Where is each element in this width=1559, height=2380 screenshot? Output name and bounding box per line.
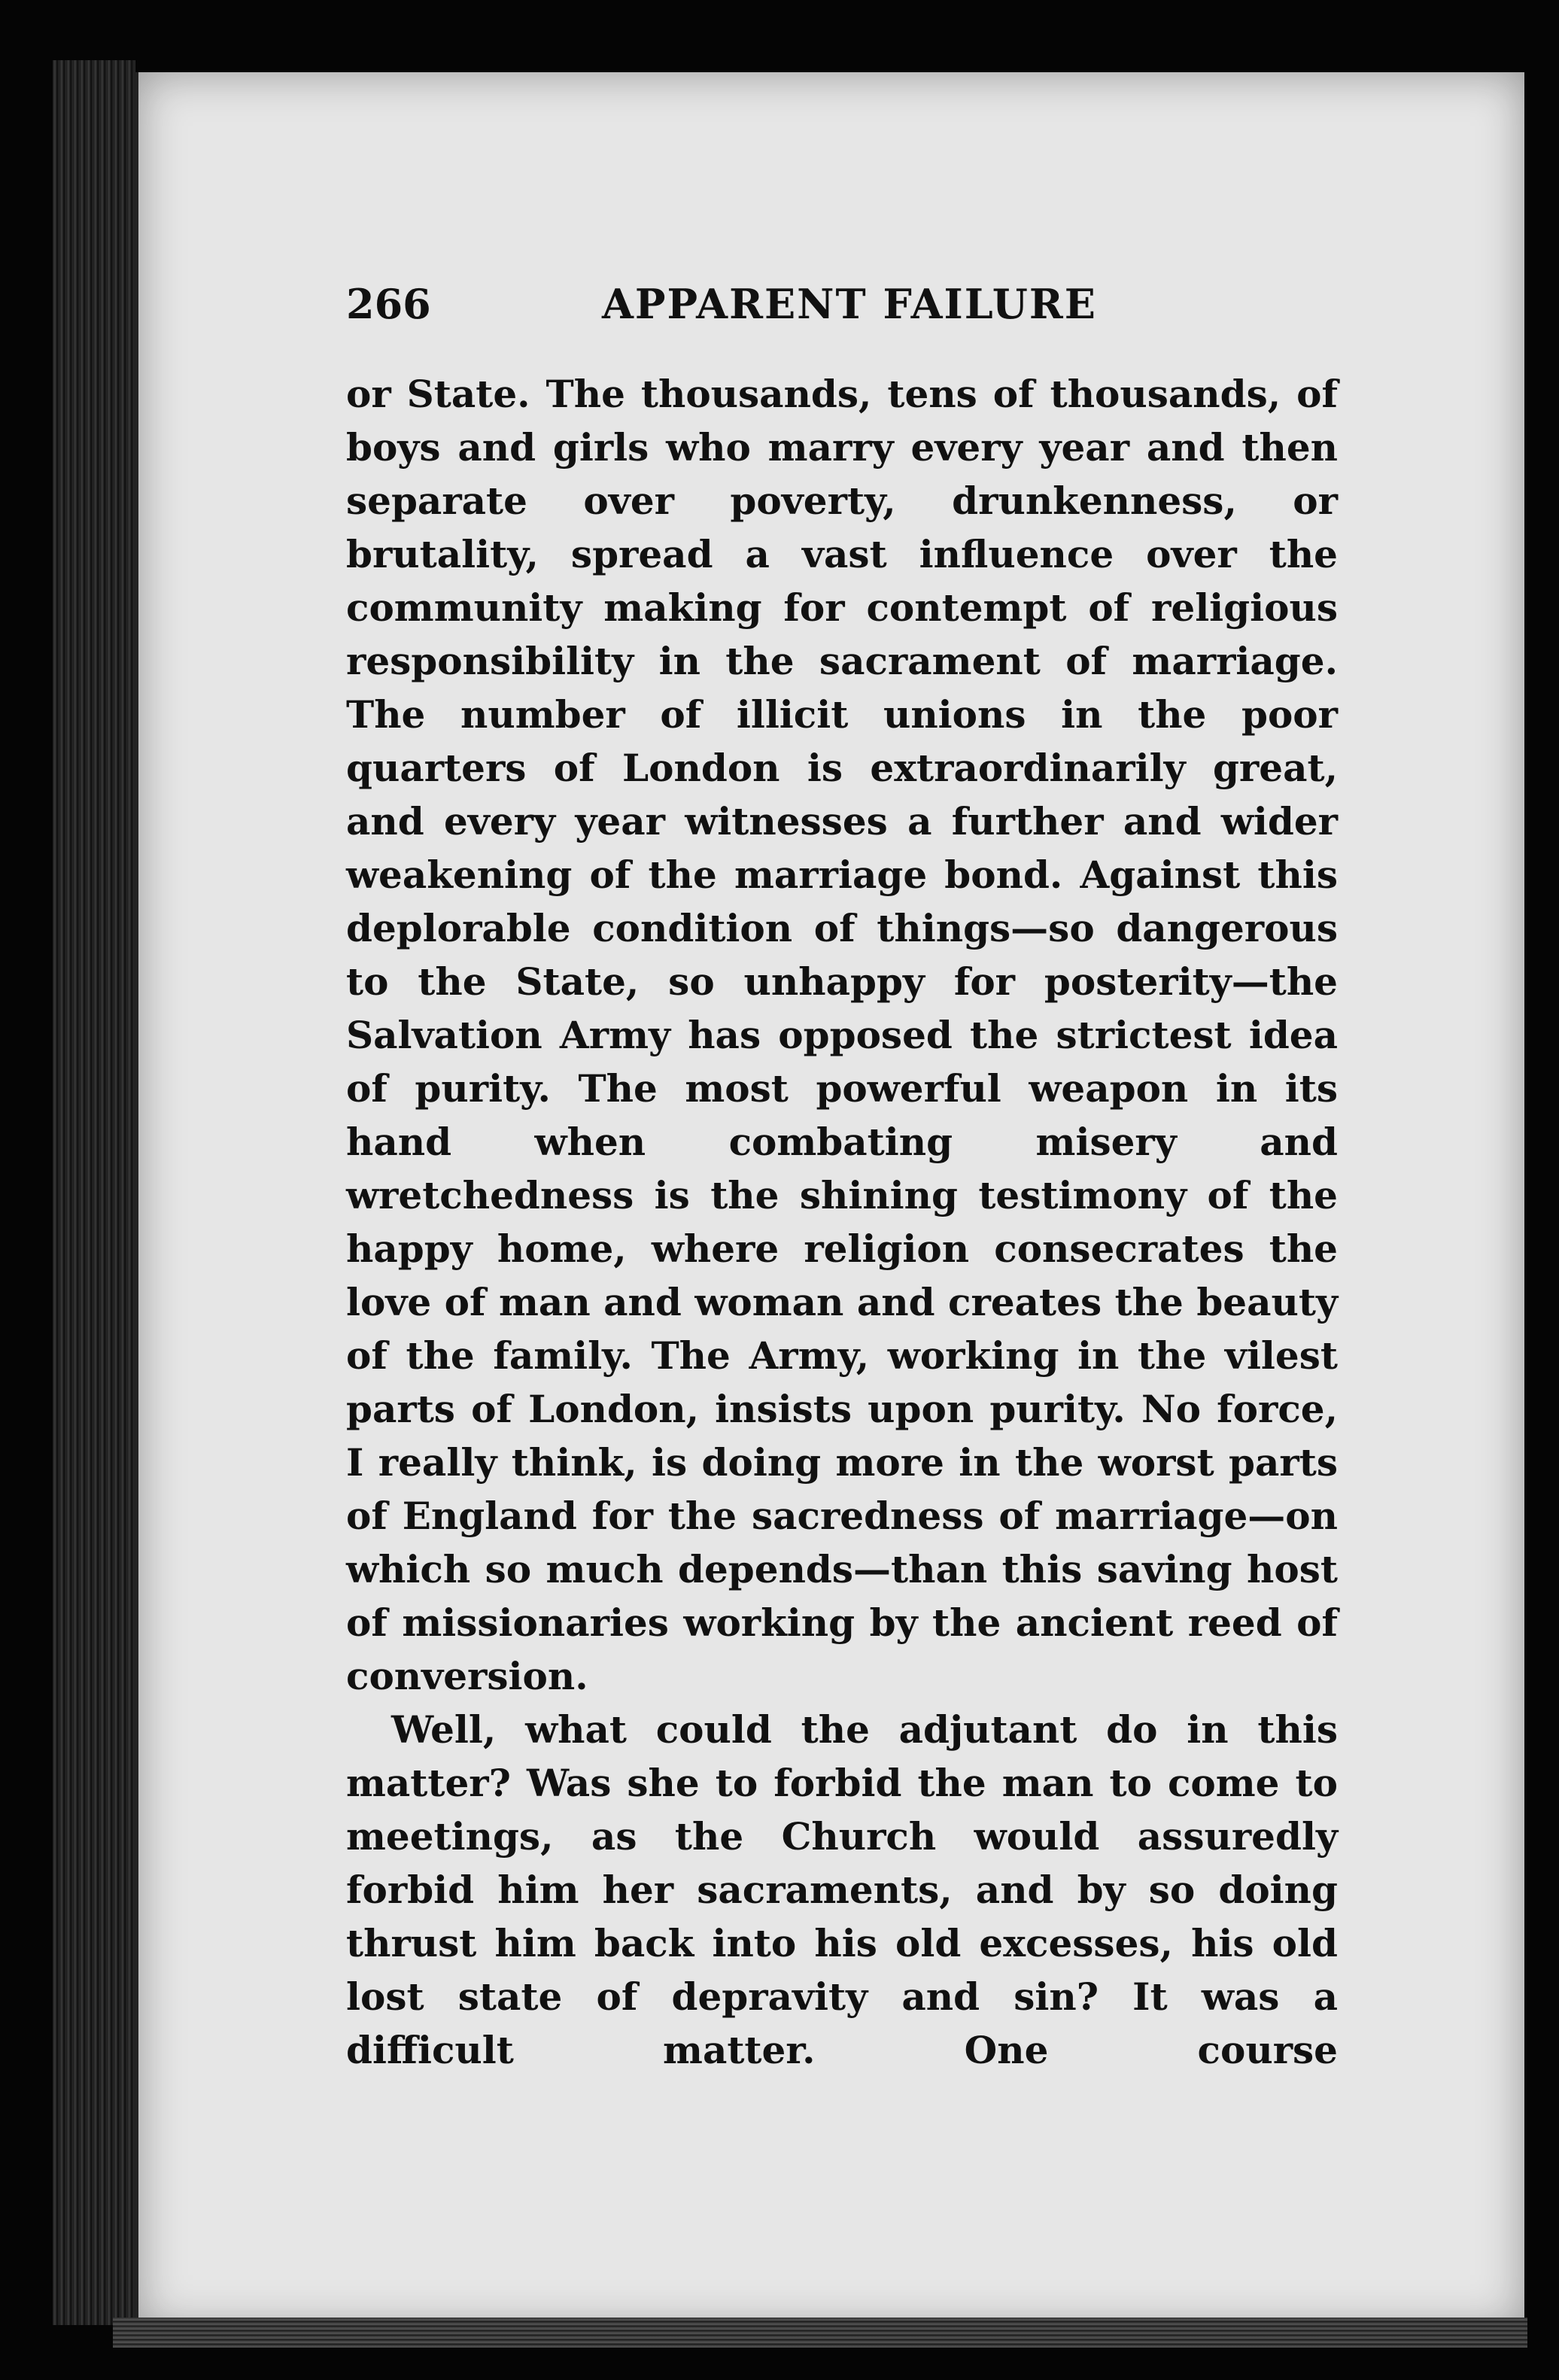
body-text	[346, 367, 1338, 2077]
page-header	[346, 280, 1339, 340]
running-title: APPARENT FAILURE	[602, 280, 1097, 328]
paragraph-1: or State. The thousands, tens of thousands, of boys and girls who marry every year and then separate over poverty, drunkenness, or brutality, spread a vast influence over the community making for contempt of religious responsibility in the sacrament of marriage. The number of illicit unions in the poor quarters of London is extraordinarily great, and every year witnesses a further and wider weakening of the marriage bond. Against this deplorable condition of things—so dangerous to the State, so unhappy for posterity—the Salvation Army has opposed the strictest idea of purity. The most powerful weapon in its hand when combating misery and wretchedness is the shining testimony of the happy home, where religion consecrates the love of man and woman and creates the beauty of the family. The Army, working in the vilest parts of London, insists upon purity. No force, I really think, is doing more in the worst parts of England for the sacredness of marriage—on which so much depends—than this saving host of missionaries working by the ancient reed of conversion.	[346, 372, 1338, 1698]
page-number: 266	[346, 280, 431, 328]
page-bottom-edge	[113, 2318, 1527, 2348]
paragraph-2: Well, what could the adjutant do in this matter? Was she to forbid the man to come to meetings, as the Church would assuredly forbid him her sacraments, and by so doing thrust him back into his old excesses, his old lost state of depravity and sin? It was a difficult matter. One course	[346, 1707, 1338, 2072]
book-spine-edge	[53, 60, 135, 2325]
